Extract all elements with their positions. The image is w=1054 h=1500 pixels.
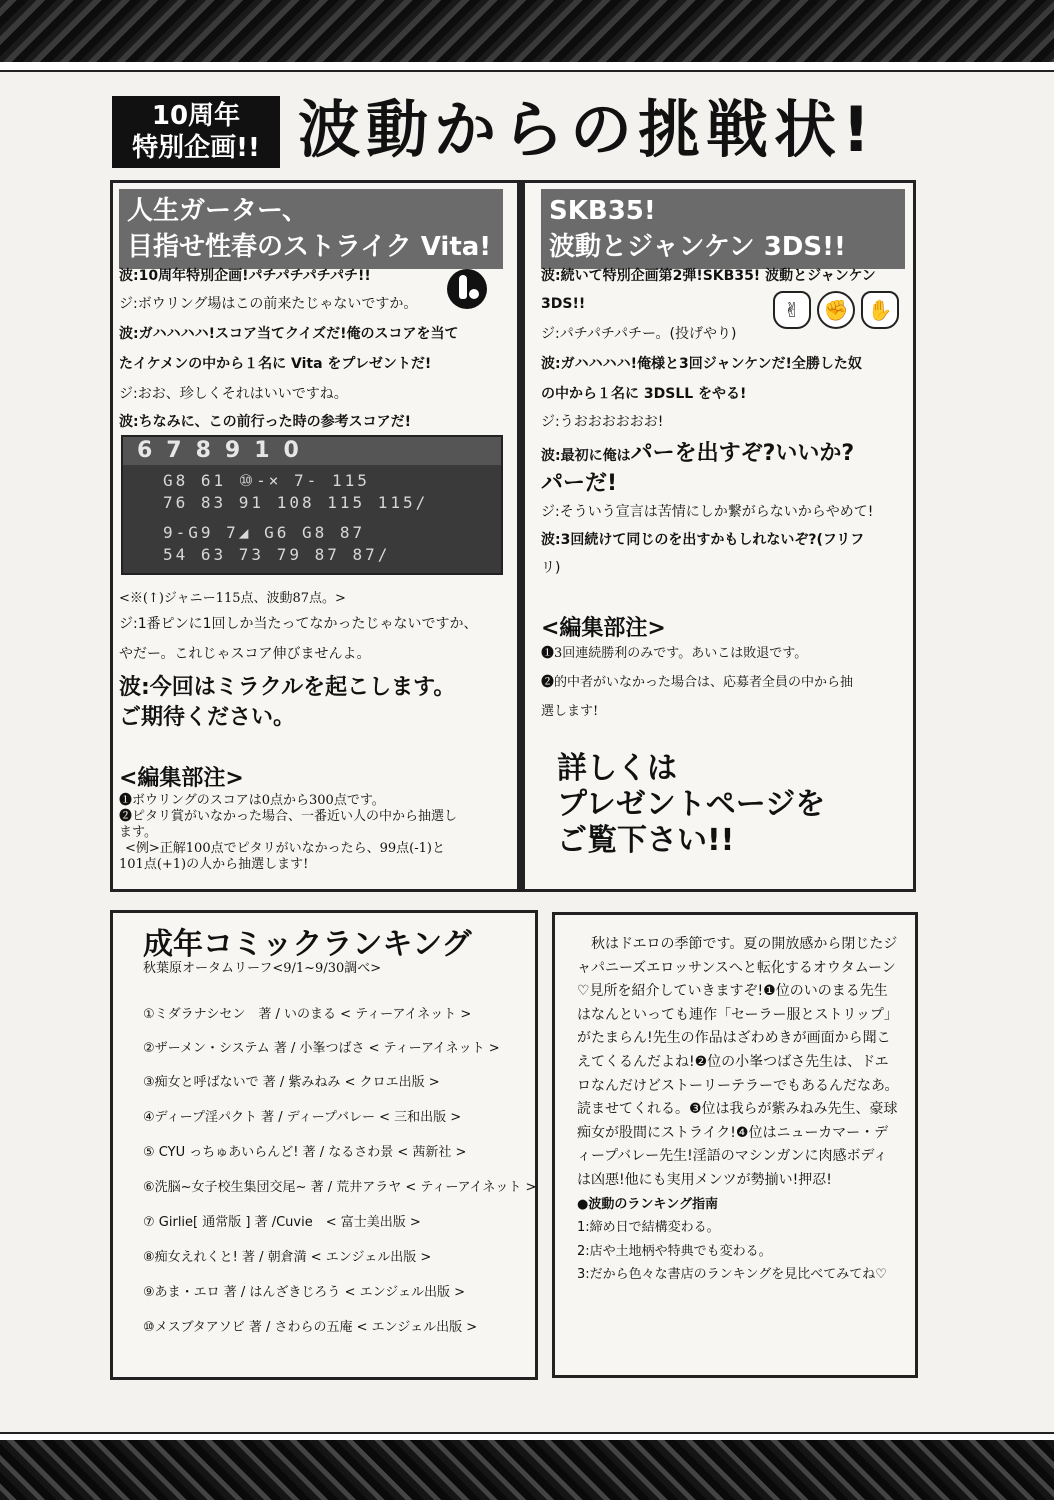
bowling-scoreboard-photo <box>121 435 503 575</box>
bowling-pin-shape <box>459 275 467 299</box>
top-rule <box>0 62 1054 72</box>
emphasis-line-2: パーだ! <box>541 471 618 496</box>
present-line-2: プレゼントページを <box>557 787 826 822</box>
bottom-decorative-band <box>0 1440 1054 1500</box>
editor-note-line: 101点(+1)の人から抽選します! <box>119 857 309 872</box>
editor-note-line: ❶ボウリングのスコアは0点から300点です。 <box>119 793 385 808</box>
ranking-guide-item: 1:締め日で結構変わる。 <box>577 1220 720 1236</box>
dialogue-line: ジ:うおおおおおお! <box>541 414 664 430</box>
ranking-item: ⑦ Girlie[ 通常版 ] 著 /Cuvie < 富士美出版 > <box>143 1215 421 1230</box>
dialogue-line: 3DS!! <box>541 296 586 312</box>
bowling-title-line-2: 目指せ性春のストライク Vita! <box>127 232 492 262</box>
ranking-item: ⑧痴女えれくと! 著 / 朝倉満 < エンジェル出版 > <box>143 1250 432 1265</box>
emphasis-line <box>541 439 854 471</box>
ranking-commentary-panel <box>552 912 918 1378</box>
emphasis-text: パーを出すぞ?いいか? <box>630 441 855 466</box>
dialogue-line: やだー。これじゃスコア伸びませんよ。 <box>119 646 371 662</box>
top-decorative-band <box>0 0 1054 62</box>
dialogue-line: ジ:そういう宣言は苦情にしか繋がらないからやめて! <box>541 504 874 520</box>
rock-hand-icon: ✊ <box>817 291 855 329</box>
editor-note-line: ❷的中者がいなかった場合は、応募者全員の中から抽 <box>541 675 854 690</box>
janken-section <box>522 180 916 892</box>
ranking-guide-item: 2:店や土地柄や特典でも変わる。 <box>577 1243 772 1259</box>
dialogue-line: リ) <box>541 560 561 576</box>
scissors-hand-icon: ✌ <box>773 291 811 329</box>
bowling-section <box>110 180 520 892</box>
scoreboard-row: 76 83 91 108 115 115/ <box>163 493 429 512</box>
ranking-title: 成年コミックランキング <box>143 927 472 962</box>
editor-note-line: ❷ピタリ賞がいなかった場合、一番近い人の中から抽選し <box>119 809 458 824</box>
dialogue-line: ジ:パチパチパチー。(投げやり) <box>541 326 737 342</box>
comic-ranking-panel <box>110 910 538 1380</box>
ranking-item: ⑥洗脳~女子校生集団交尾~ 著 / 荒井アラヤ < ティーアイネット > <box>143 1180 537 1195</box>
dialogue-line: 波:3回続けて同じのを出すかもしれないぞ?(フリフ <box>541 532 865 548</box>
badge-line-2: 特別企画!! <box>132 133 260 163</box>
page-title: 波動からの挑戦状! <box>298 93 877 166</box>
ranking-item: ⑩メスブタアソビ 著 / さわらの五庵 < エンジェル出版 > <box>143 1320 478 1335</box>
dialogue-line: の中から１名に 3DSLL をやる! <box>541 386 747 402</box>
bowling-section-title <box>119 189 503 269</box>
commentary-text <box>577 933 901 1287</box>
present-line-1: 詳しくは <box>557 751 677 786</box>
paper-hand-icon: ✋ <box>861 291 899 329</box>
dialogue-line: 波:ちなみに、この前行った時の参考スコアだ! <box>119 414 411 430</box>
bowling-title-line-1: 人生ガーター、 <box>127 196 308 226</box>
janken-section-title <box>541 189 905 269</box>
emphasis-line: 波:今回はミラクルを起こします。 <box>119 675 456 700</box>
dialogue-line: たイケメンの中から１名に Vita をプレゼントだ! <box>119 356 432 372</box>
scoreboard-row: 9-G9 7◢ G6 G8 87 <box>163 523 366 542</box>
dialogue-line: 波:ガハハハハ!俺様と3回ジャンケンだ!全勝した奴 <box>541 356 862 372</box>
dialogue-line: ジ:ボウリング場はこの前来たじゃないですか。 <box>119 296 418 312</box>
editor-note <box>119 793 457 873</box>
ranking-item: ④ディープ淫パクト 著 / ディープバレー < 三和出版 > <box>143 1110 462 1125</box>
bowling-icon <box>447 269 487 309</box>
editor-note-line: <例>正解100点でピタリがいなかったら、99点(-1)と <box>125 841 445 856</box>
emphasis-line: ご期待ください。 <box>119 705 296 730</box>
editor-note-line: ます。 <box>119 825 157 840</box>
janken-hands-illustration <box>773 291 903 331</box>
dialogue-line: 波:ガハハハハ!スコア当てクイズだ!俺のスコアを当て <box>119 326 459 342</box>
editor-note <box>541 639 853 726</box>
ranking-item: ③痴女と呼ばないで 著 / 紫みねみ < クロエ出版 > <box>143 1075 440 1090</box>
bowling-ball-shape <box>469 289 479 299</box>
editor-note-line: ❶3回連続勝利のみです。あいこは敗退です。 <box>541 646 808 661</box>
dialogue-line: ジ:おお、珍しくそれはいいですね。 <box>119 386 348 402</box>
ranking-item: ⑨あま・エロ 著 / はんざきじろう < エンジェル出版 > <box>143 1285 466 1300</box>
commentary-body: 秋はドエロの季節です。夏の開放感から閉じたジャパニーズエロッサンスへと転化するオウタムーン♡見所を紹介していきますぞ!❶位のいのまる先生はなんといっても連作「セーラー服とストリップ」がたまらん!先生の作品はざわめきが画面から聞こえてくるんだよね!❷位の小峯つばさ先生は、ドエロなんだけどストーリーテラーでもあるんだなあ。読ませてくれる。❸位は我らが紫みねみ先生、豪球痴女が股間にストライク!❹位はニューカマー・ディープバレー先生!淫語のマシンガンに肉感ボディは凶悪!他にも実用メンツが勢揃い!押忍! <box>577 936 899 1188</box>
editor-note-heading: <編集部注> <box>119 766 244 791</box>
dialogue-line: 波:続いて特別企画第2弾!SKB35! 波動とジャンケン <box>541 268 876 284</box>
ranking-item: ⑤ CYU っちゅあいらんど! 著 / なるさわ景 < 茜新社 > <box>143 1145 467 1160</box>
editor-note-heading: <編集部注> <box>541 616 666 641</box>
janken-title-line-1: SKB35! <box>549 196 656 226</box>
badge-line-1: 10周年 <box>151 101 241 131</box>
ranking-guide-item: 3:だから色々な書店のランキングを見比べてみてね♡ <box>577 1267 887 1283</box>
anniversary-badge <box>112 96 280 168</box>
present-page-notice <box>557 751 825 859</box>
dialogue-line: 波:10周年特別企画!パチパチパチパチ!! <box>119 268 371 284</box>
janken-title-line-2: 波動とジャンケン 3DS!! <box>549 232 846 262</box>
ranking-item: ②ザーメン・システム 著 / 小峯つばさ < ティーアイネット > <box>143 1041 500 1056</box>
ranking-subtitle: 秋葉原オータムリーフ<9/1~9/30調べ> <box>143 961 382 976</box>
dialogue-line: ジ:1番ピンに1回しか当たってなかったじゃないですか、 <box>119 616 478 632</box>
present-line-3: ご覧下さい!! <box>557 823 735 858</box>
ranking-guide-title: ●波動のランキング指南 <box>577 1196 718 1212</box>
scoreboard-row: 54 63 73 79 87 87/ <box>163 545 391 564</box>
ranking-item: ①ミダラナシセン 著 / いのまる < ティーアイネット > <box>143 1007 472 1022</box>
editor-note-line: 選します! <box>541 704 599 719</box>
emphasis-prefix: 波:最初に俺は <box>541 448 631 464</box>
scoreboard-row: G8 61 ⑩-× 7- 115 <box>163 471 370 490</box>
scoreboard-frame-numbers: 678910 <box>123 437 503 465</box>
scoreboard-caption: <※(↑)ジャニー115点、波動87点。> <box>119 591 346 606</box>
